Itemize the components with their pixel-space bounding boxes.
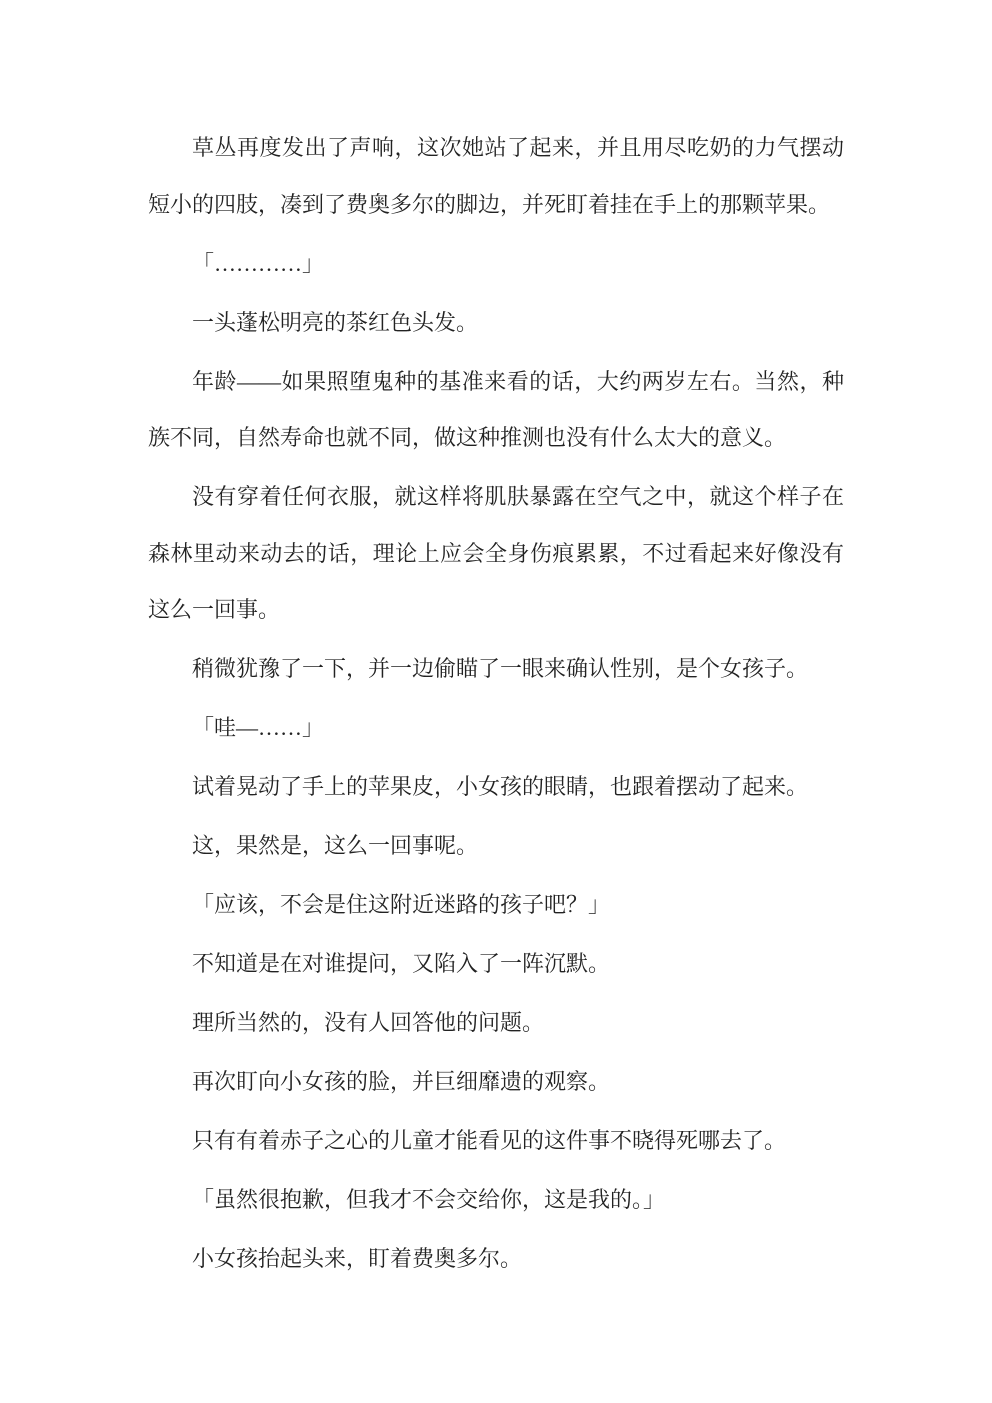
paragraph: 草丛再度发出了声响，这次她站了起来，并且用尽吃奶的力气摆动短小的四肢，凑到了费奥多尔的脚边，并死盯着挂在手上的那颗苹果。 (148, 135, 844, 217)
paragraph-dialogue: 「哇—……」 (192, 715, 325, 740)
paragraph: 只有有着赤子之心的儿童才能看见的这件事不晓得死哪去了。 (192, 1128, 787, 1153)
paragraph: 这，果然是，这么一回事呢。 (192, 833, 479, 858)
paragraph: 试着晃动了手上的苹果皮，小女孩的眼睛，也跟着摆动了起来。 (192, 774, 809, 799)
paragraph: 年龄——如果照堕鬼种的基准来看的话，大约两岁左右。当然，种族不同，自然寿命也就不同，做这种推测也没有什么太大的意义。 (148, 368, 844, 450)
paragraph: 小女孩抬起头来，盯着费奥多尔。 (192, 1246, 523, 1271)
paragraph-dialogue: 「…………」 (192, 250, 325, 276)
paragraph: 理所当然的，没有人回答他的问题。 (192, 1010, 545, 1035)
paragraph: 一头蓬松明亮的茶红色头发。 (192, 309, 479, 335)
paragraph: 不知道是在对谁提问，又陷入了一阵沉默。 (192, 951, 611, 976)
paragraph: 没有穿着任何衣服，就这样将肌肤暴露在空气之中，就这个样子在森林里动来动去的话，理论上应会全身伤痕累累，不过看起来好像没有这么一回事。 (148, 484, 844, 622)
paragraph: 稍微犹豫了一下，并一边偷瞄了一眼来确认性别，是个女孩子。 (192, 656, 809, 681)
document-body (148, 120, 844, 1290)
paragraph: 再次盯向小女孩的脸，并巨细靡遗的观察。 (192, 1069, 611, 1094)
paragraph-dialogue: 「应该，不会是住这附近迷路的孩子吧？」 (192, 892, 611, 917)
paragraph-dialogue: 「虽然很抱歉，但我才不会交给你，这是我的。」 (192, 1187, 666, 1212)
